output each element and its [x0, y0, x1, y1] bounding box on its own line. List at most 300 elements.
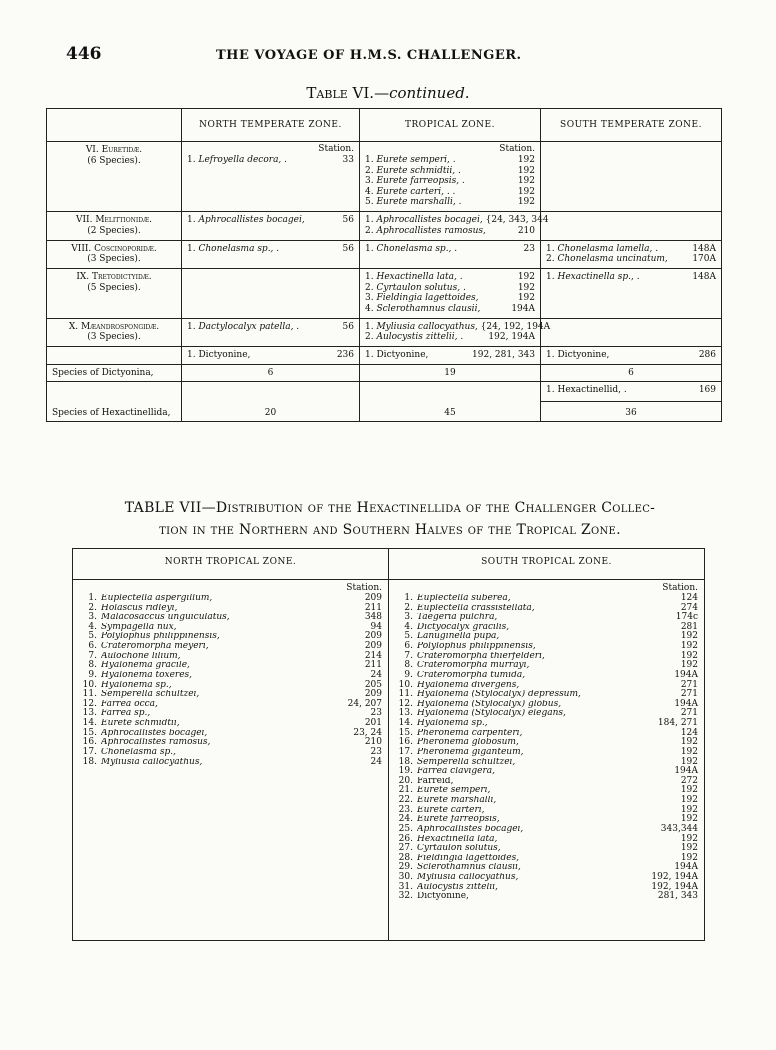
species-line-station: 24, 192, 194A — [486, 321, 551, 332]
species-line-station: 192 — [517, 154, 535, 165]
table7-entry-station: 271 — [680, 708, 698, 719]
table6-dictyonine-south — [541, 347, 722, 365]
table7-entry-species: Polylophus philippinensis, — [417, 642, 536, 652]
species-line — [365, 293, 535, 304]
table7-south-line — [395, 854, 698, 864]
table7-entry-species: Semperella schultzei, — [101, 690, 200, 700]
table7-south-line — [395, 681, 698, 691]
table6-south-cell — [541, 211, 722, 240]
table6-body — [47, 142, 722, 422]
table7-south-cell — [389, 580, 705, 941]
table7-title — [60, 497, 720, 542]
table6-caption — [0, 84, 776, 102]
family-species-count: (2 Species). — [87, 225, 141, 236]
table7-entry-number: 20. — [398, 775, 413, 786]
table7-north-line — [79, 623, 382, 633]
table7-entry-number: 9. — [88, 669, 97, 680]
table7-entry-number: 29. — [398, 862, 413, 873]
species-line — [365, 187, 535, 198]
table7-entry-species: Hyalonema gracile, — [101, 661, 190, 671]
table6-tropical-cell — [360, 269, 541, 318]
table6-family-cell — [47, 142, 182, 212]
table7-entry-species: Dictyocalyx gracilis, — [417, 622, 510, 632]
species-line — [365, 304, 535, 315]
table7-entry-species: Malacosaccus unguiculatus, — [101, 613, 230, 623]
table7-entry-station: 192 — [680, 833, 698, 844]
table7-entry-number: 4. — [88, 621, 97, 632]
dictyonine-line — [365, 350, 535, 361]
dictyonine-station: 286 — [698, 350, 716, 361]
table7-south-line — [395, 748, 698, 758]
species-line-number: 1. — [187, 154, 196, 165]
species-line-name — [365, 332, 463, 343]
hexactinellida-south-cell — [541, 381, 722, 422]
species-line-species: Eurete schmidtii, — [376, 165, 456, 176]
table7-entry-station: 192 — [680, 737, 698, 748]
species-line-species: Fieldingia lagettoides, — [376, 293, 479, 304]
table7-entry-number: 17. — [398, 746, 413, 757]
species-line-name — [365, 283, 466, 294]
table7-entry-station: 210 — [364, 737, 382, 748]
species-line-station: 192 — [517, 176, 535, 187]
table7-entry-station: 192 — [680, 852, 698, 863]
table7-south-line — [395, 700, 698, 710]
table7-entry-station: 23 — [370, 746, 382, 757]
table7-entry-number: 23. — [398, 804, 413, 815]
table7-north-line — [79, 719, 382, 729]
species-line-species: Sclerothamnus clausii, — [376, 303, 481, 314]
table7-entry-number: 4. — [404, 621, 413, 632]
table7-entry-species: Eurete carteri, — [417, 805, 485, 815]
species-line-number: 1. — [187, 243, 196, 254]
species-line-dots: . — [460, 282, 466, 293]
table7-north-line — [79, 729, 382, 739]
table6-family-row — [47, 211, 722, 240]
table7-col-north: NORTH TROPICAL ZONE. — [73, 549, 389, 580]
table7-entry-station: 209 — [364, 592, 382, 603]
table7-entry-station: 192 — [680, 843, 698, 854]
species-line-species: Eurete carteri, . — [376, 186, 450, 197]
table7-entry-species: Pheronema giganteum, — [417, 747, 524, 757]
family-species-count: (5 Species). — [87, 282, 141, 293]
table7-north-line — [79, 690, 382, 700]
running-title: THE VOYAGE OF H.M.S. CHALLENGER. — [216, 48, 522, 63]
table7-entry-station: 194A — [674, 766, 698, 777]
table6-family-cell — [47, 240, 182, 269]
table7-entry-number: 28. — [398, 852, 413, 863]
species-line-dots: . — [633, 272, 640, 283]
species-line-name — [365, 187, 455, 198]
species-line — [546, 272, 716, 283]
table6 — [46, 108, 722, 422]
table7-entry-species: Hyalonema sp., — [417, 719, 488, 729]
table7-entry-species: Hyalonema (Stylocalyx) globus, — [417, 699, 562, 709]
table7-entry-number: 15. — [82, 727, 97, 738]
table7-entry-station: 124 — [680, 727, 698, 738]
table6-tropical-cell — [360, 240, 541, 269]
table7-entry-station: 174c — [675, 612, 698, 623]
table7-entry-number: 11. — [82, 689, 97, 700]
species-line-dots: . — [455, 197, 462, 208]
table6-south-cell — [541, 240, 722, 269]
table7-entry-station: 192 — [680, 650, 698, 661]
table7-south-line — [395, 786, 698, 796]
table7-entry-species: Sclerothamnus clausii, — [417, 863, 521, 873]
table7-entry-number: 19. — [398, 766, 413, 777]
table7-entry-species: Farrea clavigera, — [417, 767, 496, 777]
table7-north-line — [79, 758, 382, 768]
table7-south-line — [395, 738, 698, 748]
table7-entry-station: 194A — [674, 669, 698, 680]
table7-title-line1: TABLE VII—Distribution of the Hexactinellida of the Challenger Collec- — [124, 500, 656, 516]
table7-entry-number: 31. — [398, 881, 413, 892]
table7-south-line — [395, 729, 698, 739]
table7-entry-station: 24 — [370, 669, 382, 680]
species-line-species: Lefroyella decora, — [198, 154, 282, 165]
family-species-count: (3 Species). — [87, 254, 141, 265]
table7-entry-station: 24 — [370, 756, 382, 767]
species-line-name — [187, 322, 299, 333]
species-line-station: 210 — [517, 225, 535, 236]
table7-entry-species: Fieldingia lagettoides, — [417, 853, 520, 863]
table7-entry-station: 214 — [364, 650, 382, 661]
species-line-name — [365, 155, 456, 166]
table7-entry-species: Hyalonema toxeres, — [101, 670, 193, 680]
table7-title-line2: tion in the Northern and Southern Halves of the Tropical Zone. — [159, 522, 621, 539]
family-name: VI. Euretidæ. — [85, 145, 143, 155]
species-line-name — [365, 226, 486, 237]
table7-entry-number: 14. — [398, 718, 413, 729]
table7-south-line — [395, 758, 698, 768]
table7-entry-number: 5. — [88, 631, 97, 642]
table7-north-line — [79, 613, 382, 623]
table7-entry-species: Hyalonema (Stylocalyx) elegans, — [417, 709, 566, 719]
family-name: X. Mæandrospongidæ. — [68, 321, 160, 332]
species-line-number: 2. — [365, 282, 374, 293]
table7-header-row — [73, 549, 705, 580]
table7-entry-number: 9. — [404, 669, 413, 680]
species-line — [365, 214, 549, 226]
table7-entry-number: 12. — [82, 698, 97, 709]
table6-family-row — [47, 142, 722, 212]
table7-south-line — [395, 690, 698, 700]
table6-tropical-cell — [360, 318, 551, 347]
species-line — [187, 244, 354, 255]
table7-entry-species: Eurete semperi, — [417, 786, 491, 796]
table7-north-line — [79, 681, 382, 691]
table6-corner-cell — [47, 109, 182, 142]
species-line-number: 1. — [187, 214, 196, 225]
species-line — [365, 332, 535, 343]
table7-entry-number: 30. — [398, 872, 413, 883]
table6-tropical-cell — [360, 142, 541, 212]
table6-col-tropical: TROPICAL ZONE. — [360, 109, 541, 142]
species-line-species: Chonelasma uncinatum, — [557, 254, 668, 265]
table7-entry-station: 192 — [680, 641, 698, 652]
species-line-name — [546, 272, 640, 283]
table6-col-south: SOUTH TEMPERATE ZONE. — [541, 109, 722, 142]
table7-entry-species: Sympagella nux, — [101, 622, 177, 632]
dictyonine-station: 192, 281, 343 — [472, 350, 535, 361]
species-line-number: 4. — [365, 303, 374, 314]
table7-entry-station: 211 — [364, 602, 382, 613]
species-line-dots: . — [449, 186, 456, 197]
hexactinellida-label — [47, 381, 182, 422]
hexactinellid-name — [546, 385, 627, 396]
table6-empty-cell — [47, 347, 182, 365]
table7-entry-number: 11. — [398, 689, 413, 700]
species-line-species: Eurete marshalli, — [376, 197, 456, 208]
table7-entry-species: Taegeria pulchra, — [417, 613, 498, 623]
table7-entry-number: 8. — [404, 660, 413, 671]
table7-north-line — [79, 738, 382, 748]
table6-north-cell — [182, 318, 360, 347]
table7-entry-number: 1. — [88, 592, 97, 603]
table7-body-row — [73, 580, 705, 941]
species-line-dots: . — [457, 332, 464, 343]
table7-entry-species: Hyalonema divergens, — [417, 680, 520, 690]
table7-north-line — [79, 594, 382, 604]
table6-north-cell — [182, 142, 360, 212]
table7-entry-station: 194A — [674, 698, 698, 709]
species-line-species: Eurete farreopsis, — [376, 176, 460, 187]
table7-entry-number: 7. — [88, 650, 97, 661]
dictyonine-line — [187, 350, 354, 361]
dictyonine-number: 1. — [187, 350, 196, 361]
hexactinellida-count-north: 20 — [182, 381, 360, 422]
table6-col-north: NORTH TEMPERATE ZONE. — [182, 109, 360, 142]
table7-entry-number: 17. — [82, 746, 97, 757]
species-line-species: Aphrocallistes bocagei, — [198, 214, 305, 225]
table7-entry-station: 205 — [364, 679, 382, 690]
table7-entry-number: 13. — [398, 708, 413, 719]
dictyonine-station: 236 — [336, 350, 354, 361]
table6-hexactinellida-row — [47, 381, 722, 422]
table7-entry-number: 16. — [82, 737, 97, 748]
table7-south-line — [395, 652, 698, 662]
table7-entry-species: Aulocystis zittelii, — [417, 882, 498, 892]
table7-south-line — [395, 709, 698, 719]
table6-caption-suffix: continued. — [389, 84, 470, 102]
species-line — [187, 155, 354, 166]
table7-entry-species: Polylophus philippinensis, — [101, 632, 220, 642]
table7-entry-station: 192, 194A — [651, 881, 698, 892]
species-line-station: 23 — [523, 243, 535, 254]
table7-entry-species: Crateromorpha meyeri, — [101, 642, 209, 652]
species-line-name — [365, 244, 457, 255]
table6-family-cell — [47, 318, 182, 347]
table7-entry-station: 192 — [680, 785, 698, 796]
table7-south-line — [395, 594, 698, 604]
table6-tropical-cell — [360, 211, 549, 240]
species-line — [365, 197, 535, 208]
table7-south-station-label: Station. — [662, 583, 698, 593]
table6-header-row — [47, 109, 722, 142]
table7-entry-number: 12. — [398, 698, 413, 709]
species-line-station: 56 — [342, 243, 354, 254]
table7-entry-species: Eurete farreopsis, — [417, 815, 500, 825]
species-line-dots: { — [482, 214, 492, 225]
table7-entry-station: 23, 24 — [353, 727, 382, 738]
table7-entry-number: 16. — [398, 737, 413, 748]
table7-south-line — [395, 613, 698, 623]
dictyonina-label: Species of Dictyonina, — [47, 364, 182, 381]
table6-south-cell — [541, 142, 722, 212]
table7-south-line — [395, 844, 698, 854]
table7-entry-station: 124 — [680, 592, 698, 603]
table7-entry-station: 192 — [680, 746, 698, 757]
table7-north-line — [79, 642, 382, 652]
family-species-count: (3 Species). — [87, 332, 141, 343]
species-line — [365, 226, 535, 237]
species-line — [187, 215, 354, 226]
table7-south-line — [395, 767, 698, 777]
table7-south-line — [395, 642, 698, 652]
species-line-number: 2. — [365, 165, 374, 176]
table7-south-line — [395, 661, 698, 671]
table7-south-line — [395, 815, 698, 825]
table7-south-line — [395, 777, 698, 787]
table6-dictyonina-count-row — [47, 364, 722, 381]
table6-family-row — [47, 318, 722, 347]
table7-entry-species: Crateromorpha tumida, — [417, 670, 526, 680]
table7 — [72, 548, 705, 941]
hexactinellid-station: 169 — [698, 384, 716, 395]
table7-entry-station: 194A — [674, 862, 698, 873]
species-line-number: 1. — [365, 243, 374, 254]
species-line-number: 1. — [365, 321, 374, 332]
table7-entry-species: Semperella schultzei, — [417, 757, 516, 767]
table7-entry-species: Chonelasma sp., — [101, 747, 176, 757]
species-line-station: 148A — [692, 243, 716, 254]
station-label: Station. — [499, 144, 535, 154]
table7-entry-number: 7. — [404, 650, 413, 661]
species-line-name — [365, 197, 461, 208]
species-line-number: 1. — [546, 272, 555, 283]
table7-south-line — [395, 825, 698, 835]
table7-entry-station: 192 — [680, 814, 698, 825]
table7-entry-station: 184, 271 — [657, 718, 698, 729]
species-line-name — [187, 244, 279, 255]
species-line-species: Dactylocalyx patella, . — [198, 321, 300, 332]
dictyonine-label: Dictyonine, — [376, 350, 429, 361]
species-line — [365, 176, 535, 187]
species-line — [365, 166, 535, 177]
table7-entry-species: Eurete schmidtii, — [101, 719, 180, 729]
table6-family-row — [47, 269, 722, 318]
species-line-number: 1. — [365, 154, 374, 165]
species-line-station: 192 — [517, 186, 535, 197]
species-line-station: 33 — [342, 154, 354, 165]
species-line-station: 56 — [342, 214, 354, 225]
table7-entry-number: 2. — [404, 602, 413, 613]
hexactinellida-count-tropical: 45 — [360, 381, 541, 422]
hexactinellid-label: Hexactinellid, . — [557, 384, 627, 395]
table7-entry-number: 3. — [88, 612, 97, 623]
species-line — [365, 283, 535, 294]
table7-entry-number: 32. — [398, 891, 413, 902]
table7-entry-species: Hyalonema (Stylocalyx) depressum, — [417, 690, 581, 700]
table7-entry-number: 3. — [404, 612, 413, 623]
species-line-species: Chonelasma sp., — [198, 243, 274, 254]
table7-entry-station: 192 — [680, 795, 698, 806]
table7-entry-species: Euplectella aspergillum, — [101, 593, 213, 603]
table7-entry-number: 13. — [82, 708, 97, 719]
table7-north-line — [79, 700, 382, 710]
table6-north-cell — [182, 211, 360, 240]
table7-north-station-label: Station. — [346, 583, 382, 593]
table7-entry-number: 24. — [398, 814, 413, 825]
species-line-number: 3. — [365, 293, 374, 304]
table7-entry-station: 272 — [680, 775, 698, 786]
table7-entry-species: Aphrocallistes bocagei, — [417, 824, 524, 834]
table7-entry-station: 209 — [364, 689, 382, 700]
species-line-station: 56 — [342, 321, 354, 332]
table7-entry-station: 192 — [680, 660, 698, 671]
species-line-station: 192 — [517, 165, 535, 176]
dictyonine-number: 1. — [546, 350, 555, 361]
table7-entry-station: 192 — [680, 631, 698, 642]
species-line-station: 170A — [692, 254, 716, 265]
table7-south-line — [395, 806, 698, 816]
species-line-number: 4. — [365, 186, 374, 197]
table7-entry-station: 271 — [680, 679, 698, 690]
hexactinellida-count-south: 36 — [541, 401, 721, 418]
table7-entry-station: 348 — [364, 612, 382, 623]
hexactinellid-line — [546, 385, 716, 396]
table6-north-cell — [182, 240, 360, 269]
species-line-species: Chonelasma lamella, . — [557, 243, 659, 254]
table7-entry-number: 18. — [82, 756, 97, 767]
dictyonina-count-south: 6 — [541, 364, 722, 381]
table7-south-line — [395, 835, 698, 845]
hexactinellid-number: 1. — [546, 384, 555, 395]
table7-entry-station: 192 — [680, 804, 698, 815]
table7-entry-number: 6. — [88, 641, 97, 652]
table7-entry-station: 24, 207 — [347, 698, 382, 709]
species-line — [187, 322, 354, 333]
table7-entry-station: 281, 343 — [657, 891, 698, 902]
table7-south-line — [395, 632, 698, 642]
table7-entry-number: 26. — [398, 833, 413, 844]
family-name: VII. Melittionidæ. — [76, 214, 152, 225]
table7-entry-species: Aphrocallistes ramosus, — [101, 738, 211, 748]
table7-entry-station: 192 — [680, 756, 698, 767]
species-line-dots: . — [459, 176, 465, 187]
table7-entry-species: Myliusia callocyathus, — [417, 873, 519, 883]
dictyonine-number: 1. — [365, 350, 374, 361]
species-line-dots: . — [449, 154, 456, 165]
species-line-station: 192 — [517, 293, 535, 304]
species-line-station: 192 — [517, 272, 535, 283]
table7-entry-species: Farrea occa, — [101, 699, 158, 709]
table7-north-line — [79, 671, 382, 681]
table7-south-line — [395, 719, 698, 729]
table7-entry-station: 201 — [364, 718, 382, 729]
table7-entry-species: Hexactinella lata, — [417, 834, 498, 844]
table7-entry-station: 209 — [364, 631, 382, 642]
table7-north-line — [79, 709, 382, 719]
table7-north-line — [79, 652, 382, 662]
table7-entry-number: 18. — [398, 756, 413, 767]
table7-entry-number: 14. — [82, 718, 97, 729]
species-line — [365, 155, 535, 166]
table7-entry-species: Crateromorpha murrayi, — [417, 661, 530, 671]
species-line-name — [365, 215, 491, 226]
table7-entry-station: 94 — [370, 621, 382, 632]
table6-dictyonine-row — [47, 347, 722, 365]
table7-entry-number: 10. — [82, 679, 97, 690]
